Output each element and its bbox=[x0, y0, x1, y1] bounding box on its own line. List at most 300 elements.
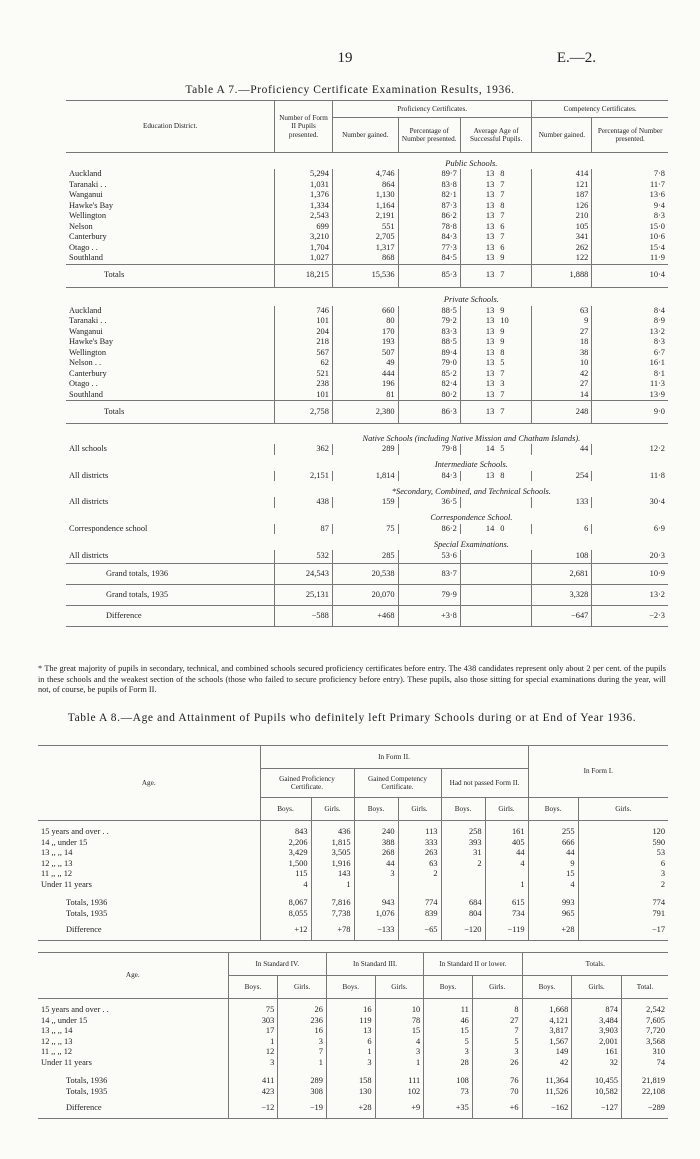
cell: 7,720 bbox=[621, 1026, 668, 1037]
cell: 13 bbox=[460, 390, 497, 401]
row-label: 12 ,, ,, 13 bbox=[41, 1036, 73, 1046]
cell: 843 bbox=[260, 821, 311, 838]
row-label: Otago . . bbox=[69, 242, 98, 252]
cell: 15·4 bbox=[592, 243, 668, 254]
col-girls: Girls. bbox=[572, 976, 622, 999]
table-row bbox=[66, 327, 668, 338]
cell: 268 bbox=[354, 848, 398, 859]
cell: 13 bbox=[460, 316, 497, 327]
cell: −17 bbox=[578, 919, 668, 940]
table-row bbox=[66, 444, 668, 455]
cell: 7 bbox=[500, 406, 505, 416]
cell: 666 bbox=[528, 838, 578, 849]
cell: 11·3 bbox=[592, 379, 668, 390]
cell: 1,916 bbox=[311, 859, 354, 870]
table-row bbox=[66, 232, 668, 243]
cell: 3 bbox=[578, 869, 668, 880]
col-gained-comp: Gained Competency Certificate. bbox=[354, 769, 441, 798]
row-label: 15 years and over . . bbox=[41, 1005, 109, 1014]
cell: 8 bbox=[472, 999, 522, 1016]
cell bbox=[497, 550, 532, 564]
cell: 6·7 bbox=[592, 348, 668, 359]
cell: +35 bbox=[424, 1097, 473, 1118]
cell: 8·4 bbox=[592, 306, 668, 317]
cell: 63 bbox=[532, 306, 592, 317]
table-row bbox=[66, 243, 668, 254]
cell: 10 bbox=[532, 358, 592, 369]
cell: 42 bbox=[532, 369, 592, 380]
col-boys: Boys. bbox=[522, 976, 572, 999]
cell: 13 bbox=[460, 379, 497, 390]
cell bbox=[398, 880, 441, 891]
row-label: Totals, 1935 bbox=[66, 1086, 108, 1096]
col-boys: Boys. bbox=[528, 798, 578, 821]
cell: 3 bbox=[500, 379, 505, 388]
cell: 289 bbox=[278, 1068, 327, 1087]
section-label: Special Examinations. bbox=[433, 539, 509, 549]
cell: 193 bbox=[332, 337, 398, 348]
cell: 6·9 bbox=[592, 524, 668, 535]
row-label: 14 ,, under 15 bbox=[41, 837, 88, 847]
cell: 285 bbox=[332, 550, 398, 564]
row-label: Canterbury bbox=[69, 368, 107, 378]
row-label: Nelson bbox=[69, 221, 93, 231]
col-form1: In Form I. bbox=[528, 746, 668, 798]
cell: 7 bbox=[500, 368, 505, 378]
cell: 38 bbox=[532, 348, 592, 359]
cell: 27 bbox=[532, 327, 592, 338]
cell: 1 bbox=[326, 1047, 375, 1058]
cell: 79·2 bbox=[398, 316, 460, 327]
cell: 84·3 bbox=[398, 232, 460, 243]
row-label: Difference bbox=[66, 1103, 102, 1112]
totals-row bbox=[38, 890, 668, 909]
cell: 2,542 bbox=[621, 999, 668, 1016]
spacer-cell bbox=[66, 287, 275, 306]
cell: −119 bbox=[485, 919, 528, 940]
cell: 87 bbox=[275, 524, 333, 535]
cell: 4 bbox=[375, 1037, 424, 1048]
cell: 2,151 bbox=[275, 471, 333, 482]
table-row bbox=[66, 201, 668, 212]
cell: +468 bbox=[332, 606, 398, 627]
col-girls: Girls. bbox=[578, 798, 668, 821]
cell: 6 bbox=[532, 524, 592, 535]
cell: 36·5 bbox=[398, 497, 460, 508]
cell: 2,681 bbox=[532, 564, 592, 585]
cell: −289 bbox=[621, 1097, 668, 1118]
cell: 7,816 bbox=[311, 890, 354, 909]
cell: 187 bbox=[532, 190, 592, 201]
cell: 289 bbox=[332, 444, 398, 455]
col-girls: Girls. bbox=[375, 976, 424, 999]
row-label: Hawke's Bay bbox=[69, 200, 114, 210]
cell: 1,130 bbox=[332, 190, 398, 201]
cell: 774 bbox=[398, 890, 441, 909]
cell: 684 bbox=[441, 890, 485, 909]
cell: 388 bbox=[354, 838, 398, 849]
row-label: Under 11 years bbox=[41, 879, 92, 889]
cell: 9 bbox=[500, 337, 505, 346]
cell: 6 bbox=[326, 1037, 375, 1048]
cell: 9 bbox=[532, 316, 592, 327]
cell: 965 bbox=[528, 909, 578, 920]
cell: −162 bbox=[522, 1097, 572, 1118]
cell: +12 bbox=[260, 919, 311, 940]
cell bbox=[460, 550, 497, 564]
cell: 49 bbox=[332, 358, 398, 369]
section-label: *Secondary, Combined, and Technical Schools. bbox=[391, 486, 551, 496]
col-comp-number: Number gained. bbox=[532, 118, 592, 153]
cell: 2 bbox=[398, 869, 441, 880]
col-district: Education District. bbox=[66, 101, 275, 153]
cell: 74 bbox=[621, 1058, 668, 1069]
table-a7 bbox=[66, 100, 668, 627]
cell: 405 bbox=[485, 838, 528, 849]
cell: 411 bbox=[228, 1068, 278, 1087]
row-label: 11 ,, ,, 12 bbox=[41, 1047, 73, 1056]
table-row bbox=[66, 306, 668, 317]
section-row bbox=[66, 153, 668, 170]
cell: 105 bbox=[532, 222, 592, 233]
row-label: Correspondence school bbox=[69, 523, 148, 533]
cell: 16 bbox=[278, 1026, 327, 1037]
cell: 18,215 bbox=[275, 264, 333, 287]
cell: 15·0 bbox=[592, 222, 668, 233]
row-label: All schools bbox=[69, 444, 107, 453]
cell: 13 bbox=[460, 306, 497, 317]
cell: 1 bbox=[228, 1037, 278, 1048]
cell: 79·0 bbox=[398, 358, 460, 369]
cell bbox=[441, 869, 485, 880]
cell bbox=[497, 564, 532, 585]
row-label: Grand totals, 1935 bbox=[106, 589, 169, 599]
cell bbox=[497, 497, 532, 508]
cell: −127 bbox=[572, 1097, 622, 1118]
totals-row bbox=[66, 264, 668, 287]
cell: 7 bbox=[472, 1026, 522, 1037]
cell: 108 bbox=[532, 550, 592, 564]
page-number: 19 bbox=[337, 50, 353, 66]
cell: 13·6 bbox=[592, 190, 668, 201]
cell: 44 bbox=[532, 444, 592, 455]
cell: 3 bbox=[424, 1047, 473, 1058]
cell: 20,070 bbox=[332, 585, 398, 606]
cell: 10·6 bbox=[592, 232, 668, 243]
cell bbox=[460, 606, 497, 627]
col-boys: Boys. bbox=[354, 798, 398, 821]
row-label: Auckland bbox=[69, 169, 102, 178]
cell: 236 bbox=[278, 1016, 327, 1027]
cell: 567 bbox=[275, 348, 333, 359]
totals-row bbox=[38, 1068, 668, 1087]
cell: 115 bbox=[260, 869, 311, 880]
cell: 590 bbox=[578, 838, 668, 849]
cell: 7 bbox=[500, 389, 505, 399]
section-label: Intermediate Schools. bbox=[434, 460, 508, 469]
cell: 12 bbox=[228, 1047, 278, 1058]
cell bbox=[460, 497, 497, 508]
cell: 1 bbox=[311, 880, 354, 891]
cell: 6 bbox=[578, 859, 668, 870]
cell: 2,758 bbox=[275, 401, 333, 424]
difference-row bbox=[66, 606, 668, 627]
table-row bbox=[66, 180, 668, 191]
row-label: Totals bbox=[104, 406, 125, 416]
cell: 78 bbox=[375, 1016, 424, 1027]
col-boys: Boys. bbox=[424, 976, 473, 999]
cell: 88·5 bbox=[398, 306, 460, 317]
cell: 79·8 bbox=[398, 444, 460, 455]
document-code: E.—2. bbox=[556, 50, 596, 66]
cell: 13 bbox=[460, 264, 497, 287]
col-proficiency: Proficiency Certificates. bbox=[332, 101, 532, 118]
cell: 9·4 bbox=[592, 201, 668, 212]
cell: 8 bbox=[500, 470, 505, 480]
table-row bbox=[66, 211, 668, 222]
cell: 1,668 bbox=[522, 999, 572, 1016]
page-header bbox=[0, 50, 700, 66]
cell: 2,380 bbox=[332, 401, 398, 424]
cell: 774 bbox=[578, 890, 668, 909]
cell: 3 bbox=[375, 1047, 424, 1058]
cell: 80·2 bbox=[398, 390, 460, 401]
cell: 3,568 bbox=[621, 1037, 668, 1048]
cell: 15,536 bbox=[332, 264, 398, 287]
cell: 333 bbox=[398, 838, 441, 849]
cell: +9 bbox=[375, 1097, 424, 1118]
cell: 1,076 bbox=[354, 909, 398, 920]
cell: 254 bbox=[532, 471, 592, 482]
cell: 111 bbox=[375, 1068, 424, 1087]
table-a8-part2 bbox=[38, 952, 668, 1119]
cell: 44 bbox=[354, 859, 398, 870]
col-std3: In Standard III. bbox=[326, 953, 423, 976]
cell: −133 bbox=[354, 919, 398, 940]
row-label: All districts bbox=[69, 470, 109, 480]
cell: 8,055 bbox=[260, 909, 311, 920]
cell: 30·4 bbox=[592, 497, 668, 508]
cell: 8·1 bbox=[592, 369, 668, 380]
cell: −120 bbox=[441, 919, 485, 940]
cell: 7,738 bbox=[311, 909, 354, 920]
row-label: Taranaki . . bbox=[69, 316, 107, 325]
totals-row bbox=[66, 585, 668, 606]
cell: 143 bbox=[311, 869, 354, 880]
cell: 5 bbox=[472, 1037, 522, 1048]
cell: 1,500 bbox=[260, 859, 311, 870]
cell: 26 bbox=[472, 1058, 522, 1069]
cell: 21,819 bbox=[621, 1068, 668, 1087]
row-label: Difference bbox=[106, 610, 142, 620]
table-row bbox=[38, 999, 668, 1016]
table-row bbox=[38, 1016, 668, 1027]
cell: 423 bbox=[228, 1087, 278, 1098]
cell: 5 bbox=[424, 1037, 473, 1048]
cell: 864 bbox=[332, 180, 398, 191]
cell: 2 bbox=[441, 859, 485, 870]
spacer-cell bbox=[66, 508, 275, 524]
cell: 204 bbox=[275, 327, 333, 338]
cell: 943 bbox=[354, 890, 398, 909]
cell: 218 bbox=[275, 337, 333, 348]
cell: 81 bbox=[332, 390, 398, 401]
cell: 161 bbox=[572, 1047, 622, 1058]
cell: 83·8 bbox=[398, 180, 460, 191]
col-not-passed: Had not passed Form II. bbox=[441, 769, 528, 798]
row-label: 14 ,, under 15 bbox=[41, 1015, 88, 1025]
cell: 4,121 bbox=[522, 1016, 572, 1027]
cell: 5 bbox=[500, 444, 505, 453]
cell: 8·9 bbox=[592, 316, 668, 327]
cell: +6 bbox=[472, 1097, 522, 1118]
table-row bbox=[38, 880, 668, 891]
table-row bbox=[66, 358, 668, 369]
cell: 2,001 bbox=[572, 1037, 622, 1048]
cell: 89·4 bbox=[398, 348, 460, 359]
section-row bbox=[66, 455, 668, 471]
cell: 532 bbox=[275, 550, 333, 564]
cell: 0 bbox=[500, 523, 505, 533]
row-label: Totals, 1936 bbox=[66, 1076, 108, 1085]
col-gained-prof: Gained Proficiency Certificate. bbox=[260, 769, 354, 798]
cell: 255 bbox=[528, 821, 578, 838]
cell: 13·2 bbox=[592, 585, 668, 606]
cell: 13 bbox=[460, 211, 497, 222]
row-label: Difference bbox=[66, 925, 102, 934]
cell: 11,364 bbox=[522, 1068, 572, 1087]
table-row bbox=[38, 821, 668, 838]
cell: 2,543 bbox=[275, 211, 333, 222]
row-label: All districts bbox=[69, 497, 109, 506]
section-label: Public Schools. bbox=[445, 158, 498, 168]
cell: 7 bbox=[500, 270, 505, 280]
row-label: Wanganui bbox=[69, 190, 103, 199]
cell: 113 bbox=[398, 821, 441, 838]
table-row bbox=[66, 497, 668, 508]
cell: 1,031 bbox=[275, 180, 333, 191]
cell: 1,815 bbox=[311, 838, 354, 849]
cell: 734 bbox=[485, 909, 528, 920]
table-row bbox=[38, 838, 668, 849]
row-label: Under 11 years bbox=[41, 1057, 92, 1067]
cell: 7 bbox=[500, 190, 505, 199]
cell: 1,888 bbox=[532, 264, 592, 287]
cell: 9 bbox=[528, 859, 578, 870]
col-total: Total. bbox=[621, 976, 668, 999]
cell: 7·8 bbox=[592, 169, 668, 180]
cell: 660 bbox=[332, 306, 398, 317]
cell: 84·3 bbox=[398, 471, 460, 482]
cell: 4 bbox=[485, 859, 528, 870]
cell: 126 bbox=[532, 201, 592, 212]
cell: 53·6 bbox=[398, 550, 460, 564]
table-row bbox=[66, 390, 668, 401]
col-totals: Totals. bbox=[522, 953, 668, 976]
col-prof-age: Average Age of Successful Pupils. bbox=[460, 118, 532, 153]
row-label: 12 ,, ,, 13 bbox=[41, 858, 73, 868]
table-row bbox=[66, 550, 668, 564]
cell: 14 bbox=[460, 444, 497, 455]
spacer-cell bbox=[66, 455, 275, 471]
cell: 1,814 bbox=[332, 471, 398, 482]
cell: −65 bbox=[398, 919, 441, 940]
cell: 9·0 bbox=[592, 401, 668, 424]
row-label: Southland bbox=[69, 253, 103, 262]
section-row bbox=[66, 287, 668, 306]
cell: 75 bbox=[332, 524, 398, 535]
cell bbox=[485, 869, 528, 880]
cell: 16 bbox=[326, 999, 375, 1016]
cell: 75 bbox=[228, 999, 278, 1016]
col-boys: Boys. bbox=[326, 976, 375, 999]
cell: 341 bbox=[532, 232, 592, 243]
cell: 13 bbox=[460, 232, 497, 243]
row-label: Hawke's Bay bbox=[69, 337, 114, 346]
col-std2: In Standard II or lower. bbox=[424, 953, 522, 976]
row-label: Wellington bbox=[69, 347, 107, 357]
cell: 63 bbox=[398, 859, 441, 870]
cell: 1,567 bbox=[522, 1037, 572, 1048]
spacer-cell bbox=[66, 534, 275, 550]
cell: 14 bbox=[532, 390, 592, 401]
table-a8-title: Table A 8.—Age and Attainment of Pupils who definitely left Primary Schools during or at End of Year 1936. bbox=[67, 712, 637, 724]
cell: 746 bbox=[275, 306, 333, 317]
cell: 161 bbox=[485, 821, 528, 838]
cell: 6 bbox=[500, 242, 505, 252]
cell: 3 bbox=[228, 1058, 278, 1069]
cell: 11,526 bbox=[522, 1087, 572, 1098]
cell: 13 bbox=[460, 358, 497, 369]
cell: 121 bbox=[532, 180, 592, 191]
cell: −647 bbox=[532, 606, 592, 627]
cell: 262 bbox=[532, 243, 592, 254]
col-presented: Number of Form II Pupils presented. bbox=[275, 101, 333, 153]
cell bbox=[354, 880, 398, 891]
col-age-2: Age. bbox=[38, 953, 228, 999]
table-row bbox=[66, 253, 668, 264]
cell: 44 bbox=[485, 848, 528, 859]
cell: 15 bbox=[375, 1026, 424, 1037]
totals-row bbox=[66, 401, 668, 424]
row-label: Southland bbox=[69, 389, 103, 399]
cell: 88·5 bbox=[398, 337, 460, 348]
cell: +78 bbox=[311, 919, 354, 940]
cell: 10 bbox=[500, 316, 509, 325]
cell: 82·1 bbox=[398, 190, 460, 201]
cell: 70 bbox=[472, 1087, 522, 1098]
table-row bbox=[66, 471, 668, 482]
table-row bbox=[66, 379, 668, 390]
cell: 133 bbox=[532, 497, 592, 508]
cell: −19 bbox=[278, 1097, 327, 1118]
cell: 2,206 bbox=[260, 838, 311, 849]
cell: 1,164 bbox=[332, 201, 398, 212]
cell: 149 bbox=[522, 1047, 572, 1058]
table-row bbox=[66, 369, 668, 380]
cell: 85·3 bbox=[398, 264, 460, 287]
cell bbox=[460, 564, 497, 585]
cell: 993 bbox=[528, 890, 578, 909]
cell: 73 bbox=[424, 1087, 473, 1098]
row-label: Auckland bbox=[69, 305, 102, 315]
cell: 699 bbox=[275, 222, 333, 233]
cell: 362 bbox=[275, 444, 333, 455]
cell: 10,455 bbox=[572, 1068, 622, 1087]
cell: 8 bbox=[500, 347, 505, 357]
cell: 13 bbox=[460, 253, 497, 264]
table-a8-part1 bbox=[38, 745, 668, 941]
